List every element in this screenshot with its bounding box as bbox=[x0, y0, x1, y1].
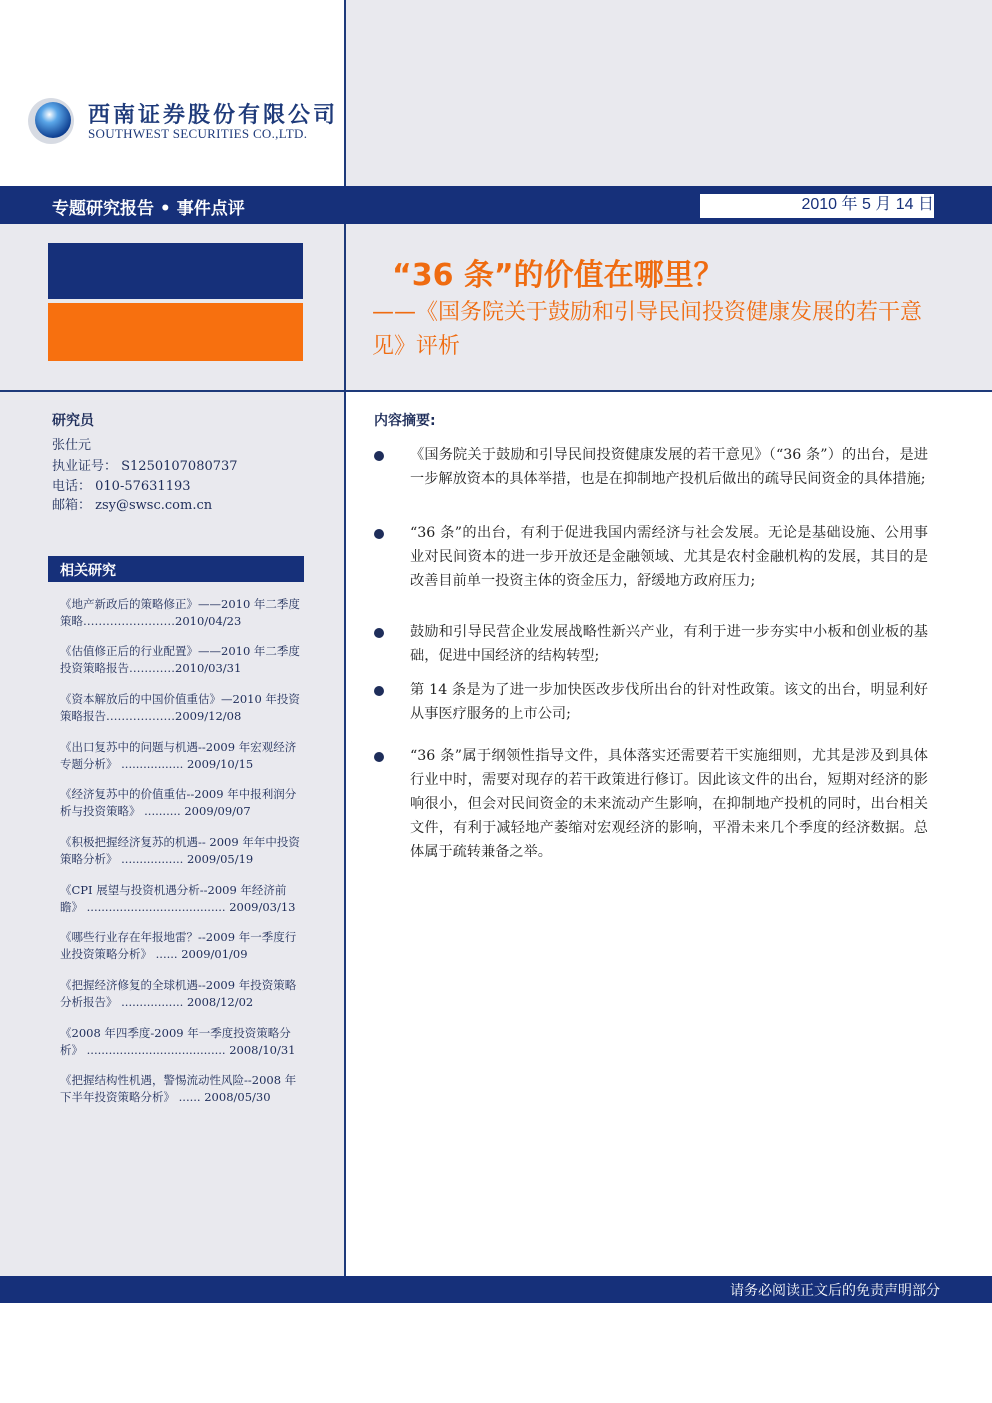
related-item[interactable]: 《把握结构性机遇，警惕流动性风险--2008 年下半年投资策略分析》 ...... 2008/05/30 bbox=[60, 1073, 297, 1104]
related-item[interactable]: 《资本解放后的中国价值重估》—2010 年投资策略报告………………2009/12/08 bbox=[60, 692, 300, 723]
summary-paragraph: 鼓励和引导民营企业发展战略性新兴产业，有利于进一步夯实中小板和创业板的基础，促进中国经济的结构转型; bbox=[410, 624, 928, 664]
researcher-name: 张仕元 bbox=[52, 438, 92, 453]
bullet-icon bbox=[374, 752, 384, 762]
header-grey-panel bbox=[346, 0, 992, 186]
related-item[interactable]: 《经济复苏中的价值重估--2009 年中报利润分析与投资策略》 .......... 2009/09/07 bbox=[60, 787, 297, 818]
related-item[interactable]: 《积极把握经济复苏的机遇-- 2009 年年中投资策略分析》 ................. 2009/05/19 bbox=[60, 835, 300, 866]
related-item[interactable]: 《CPI 展望与投资机遇分析--2009 年经济前瞻》 ...................................... 2009/03/13 bbox=[60, 883, 296, 914]
page-title: “36 条”的价值在哪里？ bbox=[392, 258, 724, 293]
company-name-cn: 西南证券股份有限公司 bbox=[88, 103, 339, 128]
summary-paragraph: 《国务院关于鼓励和引导民间投资健康发展的若干意见》（“36 条”）的出台，是进一步解放资本的具体举措，也是在抑制地产投机后做出的疏导民间资金的具体措施; bbox=[410, 447, 928, 487]
bullet-icon bbox=[374, 686, 384, 696]
disclaimer-notice[interactable]: 请务必阅读正文后的免责声明部分 bbox=[730, 1283, 940, 1299]
related-item[interactable]: 《出口复苏中的问题与机遇--2009 年宏观经济专题分析》 ................. 2009/10/15 bbox=[60, 740, 297, 771]
summary-paragraph: 第 14 条是为了进一步加快医改步伐所出台的针对性政策。该文的出台，明显利好从事医疗服务的上市公司; bbox=[410, 682, 928, 722]
decor-block-blue bbox=[48, 243, 303, 299]
researcher-license: 执业证号： S1250107080737 bbox=[52, 459, 238, 474]
report-type: 专题研究报告 • 事件点评 bbox=[52, 199, 245, 219]
researcher-email: 邮箱： zsy@swsc.com.cn bbox=[52, 498, 213, 513]
decor-block-orange bbox=[48, 303, 303, 361]
researcher-heading: 研究员 bbox=[52, 413, 94, 429]
summary-paragraph: “36 条”的出台，有利于促进我国内需经济与社会发展。无论是基础设施、公用事业对民间资本的进一步开放还是金融领域、尤其是农村金融机构的发展，其目的是改善目前单一投资主体的资金压力，舒缓地方政府压力; bbox=[410, 525, 928, 589]
related-item[interactable]: 《地产新政后的策略修正》——2010 年二季度策略……………………2010/04/23 bbox=[60, 597, 300, 628]
company-name-en: SOUTHWEST SECURITIES CO.,LTD. bbox=[88, 126, 308, 141]
related-item[interactable]: 《2008 年四季度-2009 年一季度投资策略分析》 ...................................... 2008/10/31 bbox=[60, 1026, 296, 1057]
page-subtitle: ——《国务院关于鼓励和引导民间投资健康发展的若干意见》评析 bbox=[372, 300, 923, 359]
summary-paragraph: “36 条”属于纲领性指导文件，具体落实还需要若干实施细则，尤其是涉及到具体行业中时，需要对现存的若干政策进行修订。因此该文件的出台，短期对经济的影响很小，但会对民间资金的未来流动产生影响，在抑制地产投机的同时，出台相关文件，有利于减轻地产萎缩对宏观经济的影响，平滑未来几个季度的经济数据。总体属于疏转兼备之举。 bbox=[410, 748, 928, 860]
bullet-icon bbox=[374, 529, 384, 539]
report-date: 2010 年 5 月 14 日 bbox=[700, 194, 934, 218]
summary-heading: 内容摘要: bbox=[374, 413, 436, 429]
company-logo-icon bbox=[26, 96, 76, 146]
bullet-icon bbox=[374, 451, 384, 461]
related-item[interactable]: 《哪些行业存在年报地雷？--2009 年一季度行业投资策略分析》 ...... 2009/01/09 bbox=[60, 930, 297, 961]
related-heading: 相关研究 bbox=[60, 563, 116, 579]
related-item[interactable]: 《把握经济修复的全球机遇--2009 年投资策略分析报告》 ................. 2008/12/02 bbox=[60, 978, 297, 1009]
researcher-phone: 电话： 010-57631193 bbox=[52, 479, 191, 494]
bullet-icon bbox=[374, 628, 384, 638]
related-item[interactable]: 《估值修正后的行业配置》——2010 年二季度投资策略报告…………2010/03/31 bbox=[60, 644, 300, 675]
horizontal-divider bbox=[0, 390, 992, 392]
